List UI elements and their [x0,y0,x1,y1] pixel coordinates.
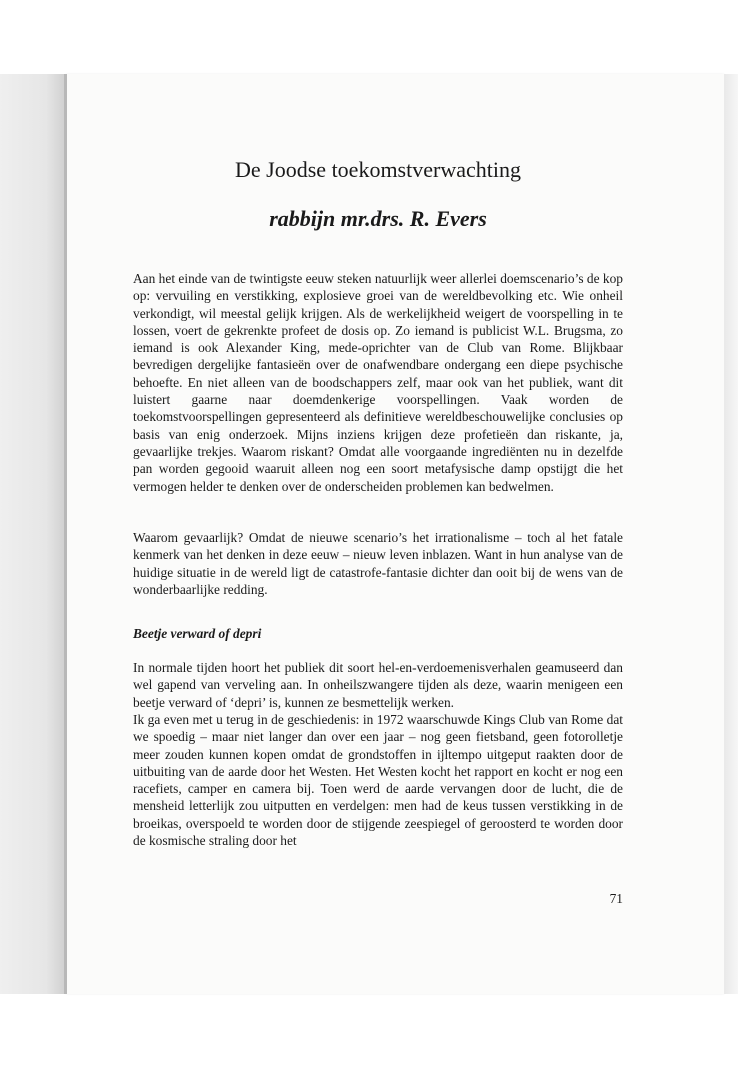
paragraph-1: Aan het einde van de twintigste eeuw steken natuurlijk weer allerlei doemscenario’s de kop op: vervuiling en verstikking, explosieve groei van de wereldbevolking etc. Wie onheil verkondigt, wil meestal gelijk krijgen. Als de werkelijkheid weigert de voorspelling in te lossen, voert de gekrenkte profeet de dosis op. Zo iemand is publicist W.L. Brugsma, zo iemand is ook Alexander King, mede-oprichter van de Club van Rome. Blijkbaar bevredigen dergelijke fantasieën over de onafwendbare ondergang een diepe psychische behoefte. En niet alleen van de boodschappers zelf, maar ook van het publiek, want dit luistert gaarne naar doemdenkerige voorspellingen. Vaak worden de toekomstvoorspellingen gepresenteerd als definitieve wereldbeschouwelijke conclusies op basis van enig onderzoek. Mijns inziens krijgen deze profetieën dan riskante, ja, gevaarlijke trekjes. Waarom riskant? Omdat alle voorgaande ingrediënten nu in dezelfde pan worden gegooid waaruit alleen nog een soort metafysische damp opstijgt die het vermogen helder te denken over de onderscheiden problemen kan bedwelmen. [133,271,623,494]
page-right-edge [724,74,738,994]
paragraph-2: Waarom gevaarlijk? Omdat de nieuwe scenario’s het irrationalisme – toch al het fatale kenmerk van het denken in deze eeuw – nieuw leven inblazen. Want in hun analyse van de huidige situatie in de wereld ligt de catastrofe-fantasie dichter dan ooit bij de wens van de wonderbaarlijke redding. [133,530,623,597]
page-gutter-edge [64,74,67,994]
book-spine-shadow [0,74,66,994]
paragraph-4: Ik ga even met u terug in de geschiedenis: in 1972 waarschuwde Kings Club van Rome dat we spoedig – maar niet langer dan over een jaar – nog geen fietsband, geen fotorolletje meer zouden kunnen kopen omdat de grondstoffen in ijltempo uitgeput raakten door de uitbuiting van de aarde door het Westen. Het Westen kocht het rapport en kocht er nog een racefiets, camper en camera bij. Toen werd de aarde vervangen door de lucht, die de mensheid letterlijk zou uitputten en verdelgen: men had de keus tussen verstikking in de broeikas, overspoeld te worden door de stijgende zeespiegel of geroosterd te worden door de kosmische straling door het [133,712,623,849]
paragraph-3: In normale tijden hoort het publiek dit soort hel-en-verdoemenisverhalen geamuseerd dan wel gapend van verveling aan. In onheilszwangere tijden als deze, waarin menigeen een beetje verward of ‘depri’ is, kunnen ze besmettelijk werken. [133,660,623,710]
section-subheading: Beetje verward of depri [133,626,262,641]
page-number: 71 [609,891,623,906]
article-author: rabbijn mr.drs. R. Evers [269,206,487,231]
article-title: De Joodse toekomstverwachting [235,157,521,182]
